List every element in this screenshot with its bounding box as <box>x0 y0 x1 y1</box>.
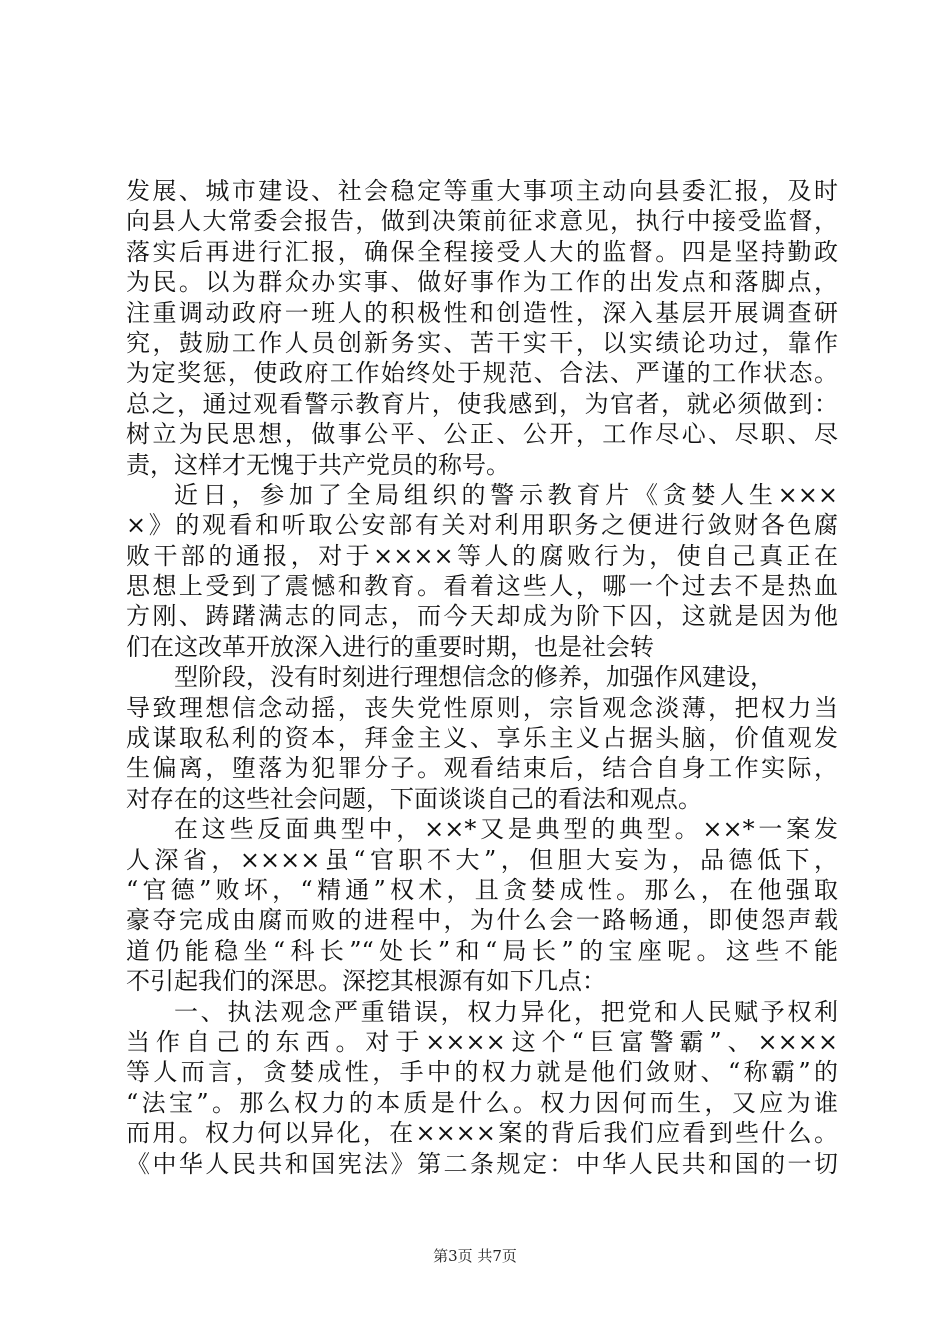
text-line: 《中华人民共和国宪法》第二条规定：中华人民共和国的一切 <box>126 1149 838 1178</box>
text-line: 总之，通过观看警示教育片，使我感到，为官者，就必须做到： <box>126 389 838 418</box>
text-line: 在这些反面典型中，××*又是典型的典型。××*一案发 <box>174 815 838 844</box>
text-line: 当作自己的东西。对于××××这个“巨富警霸”、×××× <box>126 1027 838 1056</box>
text-line: “官德”败坏，“精通”权术，且贪婪成性。那么，在他强取 <box>126 875 838 904</box>
text-line: 人深省，××××虽“官职不大”，但胆大妄为，品德低下， <box>126 845 838 874</box>
text-line: 等人而言，贪婪成性，手中的权力就是他们敛财、“称霸”的 <box>126 1058 838 1087</box>
text-line: 发展、城市建设、社会稳定等重大事项主动向县委汇报，及时 <box>126 177 838 205</box>
text-line: 不引起我们的深思。深挖其根源有如下几点： <box>126 967 606 996</box>
text-line: 型阶段，没有时刻进行理想信念的修养，加强作风建设， <box>174 663 774 692</box>
text-line: 向县人大常委会报告，做到决策前征求意见，执行中接受监督， <box>126 207 838 236</box>
text-line: 为定奖惩，使政府工作始终处于规范、合法、严谨的工作状态。 <box>126 359 838 388</box>
body-text <box>126 176 838 1179</box>
text-line: 败干部的通报，对于××××等人的腐败行为，使自己真正在 <box>126 541 838 570</box>
text-line: 落实后再进行汇报，确保全程接受人大的监督。四是坚持勤政 <box>126 237 838 266</box>
text-line: 道仍能稳坐“科长”“处长”和“局长”的宝座呢。这些不能 <box>126 936 838 965</box>
text-line: 们在这改革开放深入进行的重要时期，也是社会转 <box>126 632 654 661</box>
text-line: ×》的观看和听取公安部有关对利用职务之便进行敛财各色腐 <box>126 511 838 540</box>
text-line: 而用。权力何以异化，在××××案的背后我们应看到些什么。 <box>126 1119 838 1148</box>
text-line: 究，鼓励工作人员创新务实、苦干实干，以实绩论功过，靠作 <box>126 328 838 357</box>
text-line: “法宝”。那么权力的本质是什么。权力因何而生，又应为谁 <box>126 1088 838 1117</box>
text-line: 思想上受到了震憾和教育。看着这些人，哪一个过去不是热血 <box>126 572 838 601</box>
text-line: 为民。以为群众办实事、做好事作为工作的出发点和落脚点， <box>126 268 838 297</box>
text-line: 生偏离，堕落为犯罪分子。观看结束后，结合自身工作实际， <box>126 754 838 783</box>
text-line: 近日，参加了全局组织的警示教育片《贪婪人生××× <box>174 480 838 509</box>
text-line: 豪夺完成由腐而败的进程中，为什么会一路畅通，即使怨声载 <box>126 906 838 935</box>
text-line: 树立为民思想，做事公平、公正、公开，工作尽心、尽职、尽 <box>126 420 838 449</box>
text-line: 导致理想信念动摇，丧失党性原则，宗旨观念淡薄，把权力当 <box>126 693 838 722</box>
text-line: 注重调动政府一班人的积极性和创造性，深入基层开展调查研 <box>126 298 838 327</box>
text-line: 责，这样才无愧于共产党员的称号。 <box>126 450 510 479</box>
page-footer: 第3页 共7页 <box>433 1247 517 1265</box>
text-line: 成谋取私利的资本，拜金主义、享乐主义占据头脑，价值观发 <box>126 724 838 753</box>
text-line: 一、执法观念严重错误，权力异化，把党和人民赋予权利 <box>174 997 838 1026</box>
text-line: 方刚、踌躇满志的同志，而今天却成为阶下囚，这就是因为他 <box>126 602 838 631</box>
text-line: 对存在的这些社会问题，下面谈谈自己的看法和观点。 <box>126 784 702 813</box>
